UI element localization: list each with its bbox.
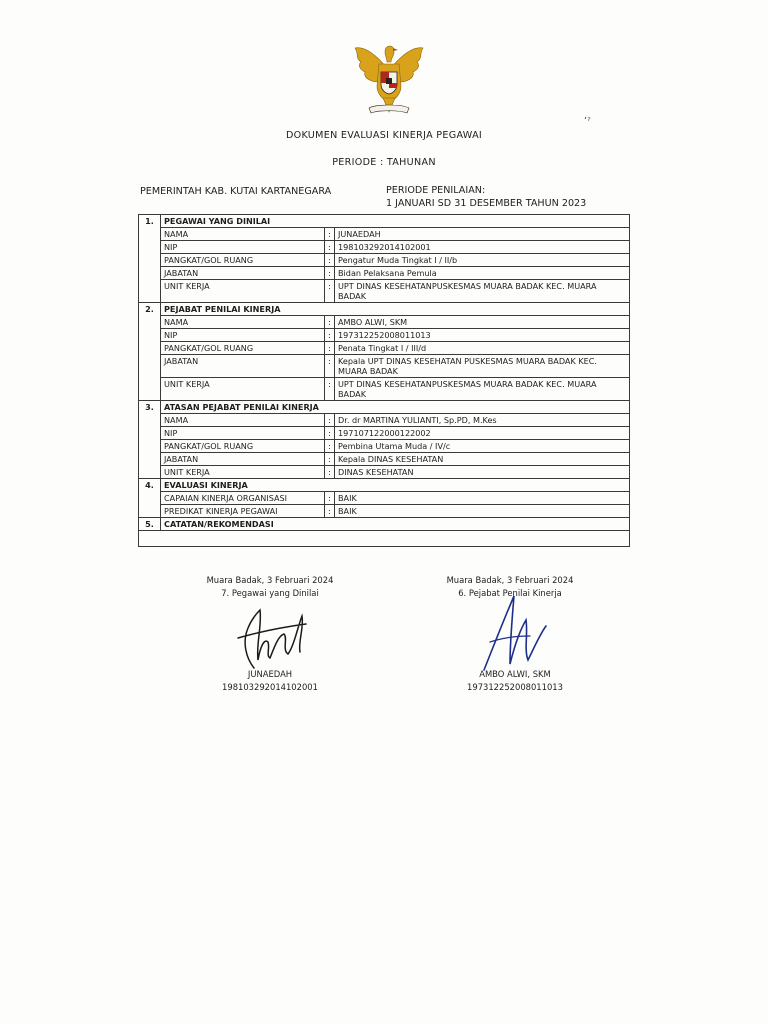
field-separator: :	[325, 280, 335, 303]
field-label: JABATAN	[161, 355, 325, 378]
table-row	[139, 466, 630, 479]
field-separator: :	[325, 267, 335, 280]
section-number: 3.	[139, 401, 161, 479]
field-value: BAIK	[335, 492, 630, 505]
table-row	[139, 342, 630, 355]
section-number: 2.	[139, 303, 161, 401]
signature-role: 6. Pejabat Penilai Kinerja	[458, 588, 562, 598]
table-row	[139, 280, 630, 303]
field-separator: :	[325, 316, 335, 329]
field-value: Bidan Pelaksana Pemula	[335, 267, 630, 280]
section-number: 1.	[139, 215, 161, 303]
field-separator: :	[325, 414, 335, 427]
field-separator: :	[325, 440, 335, 453]
field-label: PREDIKAT KINERJA PEGAWAI	[161, 505, 325, 518]
table-row	[139, 492, 630, 505]
government-name: PEMERINTAH KAB. KUTAI KARTANEGARA	[140, 186, 332, 197]
assessor-name-block	[430, 668, 600, 694]
assessor-handwritten-signature	[480, 590, 550, 672]
section-header-row	[139, 303, 630, 316]
field-label: NIP	[161, 427, 325, 440]
signatory-name: AMBO ALWI, SKM	[479, 669, 551, 679]
field-separator: :	[325, 492, 335, 505]
assessment-period-range: 1 JANUARI SD 31 DESEMBER TAHUN 2023	[386, 198, 587, 209]
field-value: 198103292014102001	[335, 241, 630, 254]
field-separator: :	[325, 228, 335, 241]
table-row	[139, 316, 630, 329]
table-row	[139, 329, 630, 342]
table-row	[139, 505, 630, 518]
section-header-row	[139, 479, 630, 492]
signature-role: 7. Pegawai yang Dinilai	[221, 588, 319, 598]
field-label: UNIT KERJA	[161, 378, 325, 401]
field-label: PANGKAT/GOL RUANG	[161, 254, 325, 267]
section-title: CATATAN/REKOMENDASI	[161, 518, 630, 531]
field-label: JABATAN	[161, 453, 325, 466]
field-separator: :	[325, 241, 335, 254]
section-title: ATASAN PEJABAT PENILAI KINERJA	[161, 401, 630, 414]
section-header-row	[139, 518, 630, 531]
field-separator: :	[325, 453, 335, 466]
section-title: PEGAWAI YANG DINILAI	[161, 215, 630, 228]
table-row	[139, 453, 630, 466]
field-separator: :	[325, 466, 335, 479]
field-value: Pembina Utama Muda / IV/c	[335, 440, 630, 453]
garuda-emblem	[347, 38, 431, 122]
field-value: Dr. dr MARTINA YULIANTI, Sp.PD, M.Kes	[335, 414, 630, 427]
field-value: JUNAEDAH	[335, 228, 630, 241]
field-label: UNIT KERJA	[161, 466, 325, 479]
assessment-period	[386, 184, 586, 210]
section-header-row	[139, 215, 630, 228]
field-label: NAMA	[161, 316, 325, 329]
field-label: CAPAIAN KINERJA ORGANISASI	[161, 492, 325, 505]
table-row	[139, 427, 630, 440]
employee-handwritten-signature	[232, 598, 312, 670]
field-separator: :	[325, 378, 335, 401]
section-title: PEJABAT PENILAI KINERJA	[161, 303, 630, 316]
field-value: UPT DINAS KESEHATANPUSKESMAS MUARA BADAK KEC. MUARA BADAK	[335, 280, 630, 303]
field-separator: :	[325, 342, 335, 355]
signatory-name: JUNAEDAH	[247, 669, 293, 679]
table-row	[139, 355, 630, 378]
field-label: NAMA	[161, 228, 325, 241]
field-value: 197107122000122002	[335, 427, 630, 440]
field-label: NAMA	[161, 414, 325, 427]
field-label: PANGKAT/GOL RUANG	[161, 342, 325, 355]
signature-place-date: Muara Badak, 3 Februari 2024	[446, 575, 574, 585]
field-label: UNIT KERJA	[161, 280, 325, 303]
field-separator: :	[325, 355, 335, 378]
signatory-nip: 198103292014102001	[222, 682, 318, 692]
document-title: DOKUMEN EVALUASI KINERJA PEGAWAI	[285, 130, 483, 141]
table-row	[139, 254, 630, 267]
document-period: PERIODE : TAHUNAN	[332, 157, 436, 168]
notes-cell	[139, 531, 630, 547]
table-row	[139, 378, 630, 401]
field-label: PANGKAT/GOL RUANG	[161, 440, 325, 453]
field-value: DINAS KESEHATAN	[335, 466, 630, 479]
assessment-period-label: PERIODE PENILAIAN:	[386, 185, 486, 196]
field-value: Kepala DINAS KESEHATAN	[335, 453, 630, 466]
field-separator: :	[325, 427, 335, 440]
stray-pen-mark: ʻˀ	[584, 116, 591, 127]
section-number: 5.	[139, 518, 161, 531]
table-row	[139, 228, 630, 241]
field-label: NIP	[161, 241, 325, 254]
field-value: BAIK	[335, 505, 630, 518]
field-value: Penata Tingkat I / III/d	[335, 342, 630, 355]
section-number: 4.	[139, 479, 161, 518]
signature-place-date: Muara Badak, 3 Februari 2024	[206, 575, 334, 585]
table-row	[139, 414, 630, 427]
field-value: UPT DINAS KESEHATANPUSKESMAS MUARA BADAK KEC. MUARA BADAK	[335, 378, 630, 401]
table-row	[139, 267, 630, 280]
field-separator: :	[325, 505, 335, 518]
signatory-nip: 197312252008011013	[467, 682, 563, 692]
employee-signature-block	[190, 574, 350, 600]
blank-notes-row	[139, 531, 630, 547]
field-label: JABATAN	[161, 267, 325, 280]
field-value: AMBO ALWI, SKM	[335, 316, 630, 329]
table-row	[139, 241, 630, 254]
field-separator: :	[325, 329, 335, 342]
employee-name-block	[190, 668, 350, 694]
evaluation-form-table	[138, 214, 630, 547]
section-title: EVALUASI KINERJA	[161, 479, 630, 492]
section-header-row	[139, 401, 630, 414]
field-separator: :	[325, 254, 335, 267]
table-row	[139, 440, 630, 453]
field-label: NIP	[161, 329, 325, 342]
field-value: Kepala UPT DINAS KESEHATAN PUSKESMAS MUARA BADAK KEC. MUARA BADAK	[335, 355, 630, 378]
field-value: Pengatur Muda Tingkat I / II/b	[335, 254, 630, 267]
field-value: 197312252008011013	[335, 329, 630, 342]
